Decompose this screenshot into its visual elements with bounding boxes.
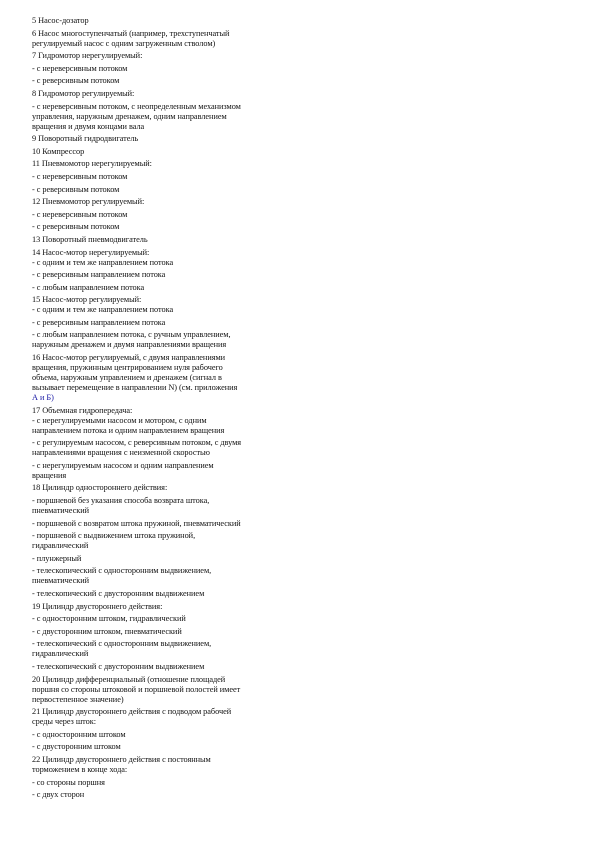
item-17-option: - с нерегулируемым насосом и одним направлением <box>32 460 214 470</box>
item-22-heading-cont: торможением в конце хода: <box>32 764 128 774</box>
item-17-option-cont: направлением потока и одним направлением вращения <box>32 425 225 435</box>
item-16-line: 16 Насос-мотор регулируемый, с двумя направлениями <box>32 353 226 363</box>
item-18-option: - телескопический с односторонним выдвижением, <box>32 566 212 576</box>
item-8-option-cont: управления, наружным дренажем, одним направлением <box>32 111 227 121</box>
item-12-option: - с нереверсивным потоком <box>32 209 128 219</box>
item-15-option: - с одним и тем же направлением потока <box>32 305 174 315</box>
item-19-heading: 19 Цилиндр двустороннего действия: <box>32 601 163 611</box>
appendix-link[interactable] <box>32 393 552 403</box>
item-7-option: - с реверсивным потоком <box>32 76 120 86</box>
item-18-option: - телескопический с двусторонним выдвижением <box>32 589 205 598</box>
item-17-heading: 17 Объемная гидропередача: <box>32 405 133 415</box>
item-18-option: - поршневой с выдвижением штока пружиной, <box>32 531 196 541</box>
item-13-line: 13 Поворотный пневмодвигатель <box>32 234 148 244</box>
item-15-option: - с реверсивным направлением потока <box>32 317 166 327</box>
item-20-line-cont: поршня со стороны штоковой и поршневой полостей имеет <box>32 684 241 694</box>
item-9-line: 9 Поворотный гидродвигатель <box>32 134 139 144</box>
item-16-line-cont: вращения, пружинным центрированием нуля рабочего <box>32 363 223 373</box>
item-17-option-cont: направлениями вращения с неизменной скоростью <box>32 448 210 458</box>
item-18-option: - поршневой без указания способа возврата штока, <box>32 496 210 506</box>
document-body <box>32 16 552 803</box>
item-8-heading: 8 Гидромотор регулируемый: <box>32 88 135 98</box>
item-12-option: - с реверсивным потоком <box>32 222 120 232</box>
item-19-option: - телескопический с двусторонним выдвижением <box>32 661 205 671</box>
item-18-option: - поршневой с возвратом штока пружиной, пневматический <box>32 518 241 528</box>
item-22-option: - с двух сторон <box>32 790 85 800</box>
item-18-option-cont: гидравлический <box>32 541 89 551</box>
item-21-heading-cont: среды через шток: <box>32 717 96 727</box>
item-5-line: 5 Насос-дозатор <box>32 16 89 25</box>
item-21-option: - с двусторонним штоком <box>32 742 121 752</box>
item-19-option-cont: гидравлический <box>32 649 89 659</box>
item-19-option: - с двусторонним штоком, пневматический <box>32 626 182 636</box>
item-17-option-cont: вращения <box>32 470 67 480</box>
item-19-option: - с односторонним штоком, гидравлический <box>32 614 186 624</box>
item-15-heading: 15 Насос-мотор регулируемый: <box>32 295 142 305</box>
item-6-line-cont: регулируемый насос с одним загруженным стволом) <box>32 38 216 48</box>
item-11-heading: 11 Пневмомотор нерегулируемый: <box>32 159 152 169</box>
item-17-option: - с нерегулируемыми насосом и мотором, с одним <box>32 415 207 425</box>
item-14-option: - с одним и тем же направлением потока <box>32 257 174 267</box>
item-10-line: 10 Компрессор <box>32 146 85 156</box>
item-17-option: - с регулируемым насосом, с реверсивным потоком, с двумя <box>32 438 242 448</box>
item-20-line-cont: первостепенное значение) <box>32 694 124 704</box>
item-11-option: - с реверсивным потоком <box>32 184 120 194</box>
item-8-option-cont: вращения и двумя концами вала <box>32 121 145 131</box>
item-16-line-cont: вызывает перемещение в направлении N) (см. приложения <box>32 383 238 393</box>
item-6-line: 6 Насос многоступенчатый (например, трехступенчатый <box>32 28 230 38</box>
item-15-option: - с любым направлением потока, с ручным управлением, <box>32 330 231 340</box>
item-18-option-cont: пневматический <box>32 506 90 516</box>
item-22-option: - со стороны поршня <box>32 777 105 787</box>
item-21-option: - с односторонним штоком <box>32 729 126 739</box>
item-21-heading: 21 Цилиндр двустороннего действия с подводом рабочей <box>32 707 232 717</box>
item-7-heading: 7 Гидромотор нерегулируемый: <box>32 51 143 61</box>
item-22-heading: 22 Цилиндр двустороннего действия с постоянным <box>32 754 211 764</box>
item-14-option: - с любым направлением потока <box>32 282 145 292</box>
item-7-option: - с нереверсивным потоком <box>32 63 128 73</box>
item-14-heading: 14 Насос-мотор нерегулируемый: <box>32 247 150 257</box>
item-14-option: - с реверсивным направлением потока <box>32 270 166 280</box>
item-20-line: 20 Цилиндр дифференциальный (отношение площадей <box>32 674 226 684</box>
appendix-link-text[interactable]: А и Б) <box>32 393 54 403</box>
item-18-option: - плунжерный <box>32 553 82 563</box>
item-16-line-cont: объема, наружным управлением и дренажем (сигнал в <box>32 373 222 383</box>
item-19-option: - телескопический с односторонним выдвижением, <box>32 639 212 649</box>
item-15-option-cont: наружным дренажем и двумя направлениями вращения <box>32 340 227 350</box>
item-11-option: - с нереверсивным потоком <box>32 171 128 181</box>
item-12-heading: 12 Пневмомотор регулируемый: <box>32 197 145 207</box>
item-18-heading: 18 Цилиндр одностороннего действия: <box>32 483 168 493</box>
item-8-option: - с нереверсивным потоком, с неопределенным механизмом <box>32 101 241 111</box>
item-18-option-cont: пневматический <box>32 576 90 586</box>
